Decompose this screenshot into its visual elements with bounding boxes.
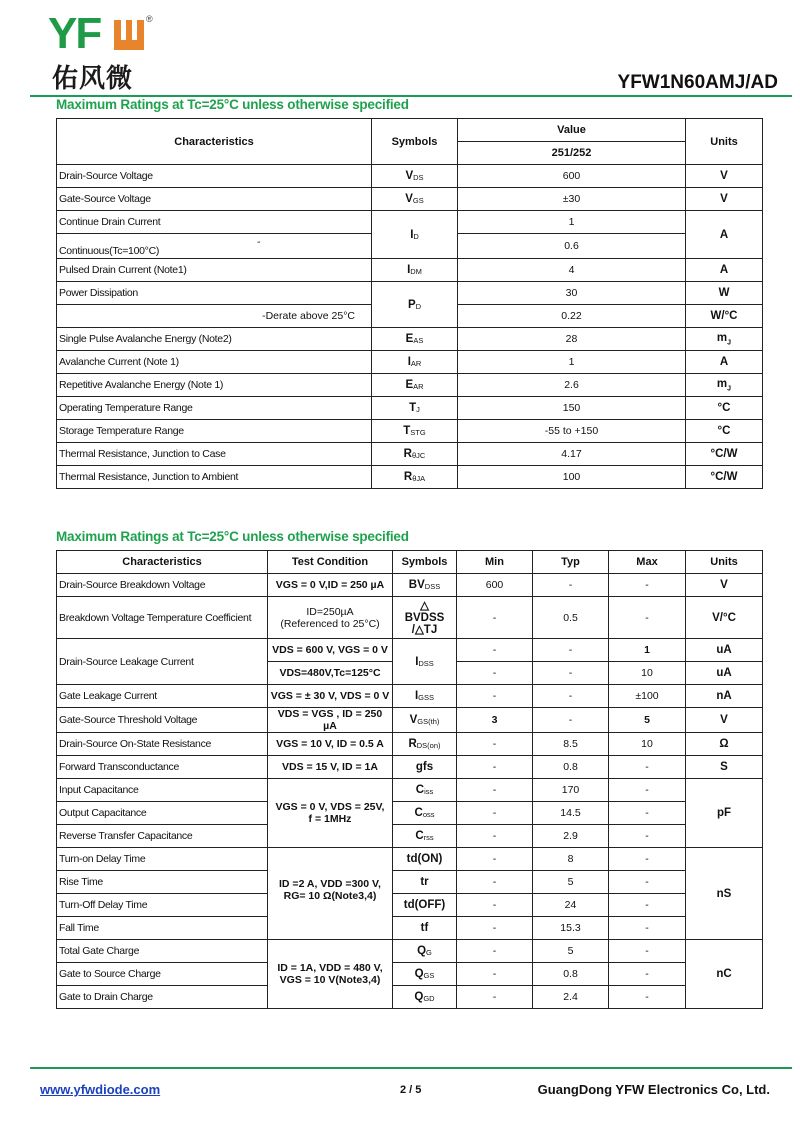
symbol: $Q_{GS}$: [393, 963, 457, 986]
company-name: GuangDong YFW Electronics Co, Ltd.: [537, 1082, 770, 1097]
max: -: [609, 597, 686, 639]
characteristic: Continue Drain Current: [57, 211, 372, 234]
max: -: [609, 871, 686, 894]
test-condition: VDS = VGS , ID = 250 µA: [268, 708, 393, 733]
symbol: △ BVDSS /△TJ: [393, 597, 457, 639]
min: -: [457, 848, 533, 871]
symbol: $Q_{GD}$: [393, 986, 457, 1009]
header-symbols: Symbols: [372, 119, 458, 165]
table-row: [57, 639, 763, 662]
test-condition: ID =2 A, VDD =300 V, RG= 10 Ω(Note3,4): [268, 848, 393, 940]
characteristic: Single Pulse Avalanche Energy (Note2): [57, 328, 372, 351]
symbol: $BV_{DSS}$: [393, 574, 457, 597]
value: 100: [458, 466, 686, 489]
symbol: gfs: [393, 756, 457, 779]
test-condition: VGS = 10 V, ID = 0.5 A: [268, 733, 393, 756]
characteristic: Gate Leakage Current: [57, 685, 268, 708]
max: 5: [609, 708, 686, 733]
value: 0.22: [458, 305, 686, 328]
characteristic: -Derate above 25°C: [57, 305, 372, 328]
symbol: td(OFF): [393, 894, 457, 917]
symbol: $Q_G$: [393, 940, 457, 963]
header-value: Value: [458, 119, 686, 142]
unit: S: [686, 756, 763, 779]
header-min: Min: [457, 551, 533, 574]
table-header-row: [57, 119, 763, 142]
typ: 8.5: [533, 733, 609, 756]
max: -: [609, 802, 686, 825]
section-title-max-ratings: Maximum Ratings at Tc=25°C unless otherwise specified: [56, 97, 409, 112]
characteristic: Gate-Source Threshold Voltage: [57, 708, 268, 733]
unit: V: [686, 574, 763, 597]
unit: $m_J$: [686, 374, 763, 397]
min: -: [457, 779, 533, 802]
symbol: tf: [393, 917, 457, 940]
table-row: [57, 574, 763, 597]
symbol: $R_{\theta JC}$: [372, 443, 458, 466]
unit: Ω: [686, 733, 763, 756]
characteristic: Turn-on Delay Time: [57, 848, 268, 871]
characteristic: Drain-Source Breakdown Voltage: [57, 574, 268, 597]
characteristic: Power Dissipation: [57, 282, 372, 305]
test-condition: VGS = 0 V, VDS = 25V, f = 1MHz: [268, 779, 393, 848]
header-units: Units: [686, 551, 763, 574]
characteristic: Reverse Transfer Capacitance: [57, 825, 268, 848]
max: -: [609, 986, 686, 1009]
website-link[interactable]: www.yfwdiode.com: [40, 1082, 161, 1097]
value: 1: [458, 211, 686, 234]
symbol: $E_{AR}$: [372, 374, 458, 397]
table-row: [57, 466, 763, 489]
symbol: $I_{DSS}$: [393, 639, 457, 685]
characteristic: Drain-Source Voltage: [57, 165, 372, 188]
characteristic: Gate to Drain Charge: [57, 986, 268, 1009]
table-row: [57, 165, 763, 188]
max-ratings-table: [56, 118, 763, 489]
max: -: [609, 963, 686, 986]
test-condition: VDS = 600 V, VGS = 0 V: [268, 639, 393, 662]
value: 4: [458, 259, 686, 282]
unit: A: [686, 259, 763, 282]
symbol: $I_{DM}$: [372, 259, 458, 282]
part-number: YFW1N60AMJ/AD: [617, 72, 778, 93]
characteristic: Output Capacitance: [57, 802, 268, 825]
min: -: [457, 662, 533, 685]
min: -: [457, 733, 533, 756]
header-symbols: Symbols: [393, 551, 457, 574]
max: -: [609, 574, 686, 597]
table-row: [57, 825, 763, 848]
min: -: [457, 894, 533, 917]
table-row: [57, 756, 763, 779]
max: -: [609, 894, 686, 917]
value: 28: [458, 328, 686, 351]
value: 600: [458, 165, 686, 188]
typ: 2.9: [533, 825, 609, 848]
typ: 0.8: [533, 756, 609, 779]
max: 1: [609, 639, 686, 662]
characteristic: Turn-Off Delay Time: [57, 894, 268, 917]
unit: pF: [686, 779, 763, 848]
symbol: $I_{AR}$: [372, 351, 458, 374]
typ: -: [533, 685, 609, 708]
max: -: [609, 940, 686, 963]
unit: V: [686, 165, 763, 188]
header-max: Max: [609, 551, 686, 574]
symbol: $I_{GSS}$: [393, 685, 457, 708]
max: 10: [609, 662, 686, 685]
typ: -: [533, 574, 609, 597]
table-row: [57, 397, 763, 420]
unit: W: [686, 282, 763, 305]
electrical-characteristics-table: [56, 550, 763, 1009]
typ: -: [533, 662, 609, 685]
min: 3: [457, 708, 533, 733]
unit: °C/W: [686, 443, 763, 466]
typ: 0.5: [533, 597, 609, 639]
unit: °C: [686, 397, 763, 420]
characteristic: Repetitive Avalanche Energy (Note 1): [57, 374, 372, 397]
table-row: [57, 351, 763, 374]
unit: °C/W: [686, 466, 763, 489]
min: -: [457, 639, 533, 662]
unit: V: [686, 708, 763, 733]
test-condition: ID = 1A, VDD = 480 V, VGS = 10 V(Note3,4): [268, 940, 393, 1009]
characteristic: Rise Time: [57, 871, 268, 894]
unit: V/°C: [686, 597, 763, 639]
symbol: $T_J$: [372, 397, 458, 420]
value: 2.6: [458, 374, 686, 397]
delta-icon: △: [420, 599, 429, 612]
typ: 14.5: [533, 802, 609, 825]
table-row: [57, 917, 763, 940]
unit: uA: [686, 639, 763, 662]
unit: nS: [686, 848, 763, 940]
value: 4.17: [458, 443, 686, 466]
max: -: [609, 825, 686, 848]
typ: 15.3: [533, 917, 609, 940]
table-header-row: [57, 551, 763, 574]
characteristic: Fall Time: [57, 917, 268, 940]
typ: -: [533, 639, 609, 662]
table-row: [57, 848, 763, 871]
symbol: $V_{GS}$: [372, 188, 458, 211]
table-row: [57, 802, 763, 825]
max: -: [609, 756, 686, 779]
characteristic: Forward Transconductance: [57, 756, 268, 779]
typ: -: [533, 708, 609, 733]
table-row: [57, 708, 763, 733]
table-row: [57, 597, 763, 639]
min: -: [457, 871, 533, 894]
logo-chinese-name: 佑风微: [52, 64, 134, 94]
value: ±30: [458, 188, 686, 211]
table-row: [57, 328, 763, 351]
symbol: $R_{DS(on)}$: [393, 733, 457, 756]
characteristic: Input Capacitance: [57, 779, 268, 802]
test-condition: VGS = ± 30 V, VDS = 0 V: [268, 685, 393, 708]
table-row: [57, 188, 763, 211]
footer-divider: [30, 1067, 792, 1069]
table-row: [57, 963, 763, 986]
symbol: $E_{AS}$: [372, 328, 458, 351]
unit: $m_J$: [686, 328, 763, 351]
page-number: 2 / 5: [400, 1084, 422, 1096]
symbol: td(ON): [393, 848, 457, 871]
table-row: [57, 211, 763, 234]
table-row: [57, 779, 763, 802]
typ: 5: [533, 871, 609, 894]
header-typ: Typ: [533, 551, 609, 574]
table-row: [57, 259, 763, 282]
characteristic: Storage Temperature Range: [57, 420, 372, 443]
symbol: $T_{STG}$: [372, 420, 458, 443]
typ: 0.8: [533, 963, 609, 986]
symbol: $V_{DS}$: [372, 165, 458, 188]
header-units: Units: [686, 119, 763, 165]
unit: nA: [686, 685, 763, 708]
table-row: [57, 374, 763, 397]
characteristic: Pulsed Drain Current (Note1): [57, 259, 372, 282]
min: -: [457, 940, 533, 963]
min: -: [457, 756, 533, 779]
header-characteristics: Characteristics: [57, 119, 372, 165]
test-condition: VDS = 15 V, ID = 1A: [268, 756, 393, 779]
table-row: [57, 443, 763, 466]
min: -: [457, 825, 533, 848]
value: 0.6: [458, 234, 686, 259]
test-condition: VGS = 0 V,ID = 250 µA: [268, 574, 393, 597]
max: 10: [609, 733, 686, 756]
min: -: [457, 597, 533, 639]
unit: °C: [686, 420, 763, 443]
table-row: [57, 940, 763, 963]
table-row: [57, 894, 763, 917]
min: -: [457, 802, 533, 825]
unit: uA: [686, 662, 763, 685]
characteristic: Gate to Source Charge: [57, 963, 268, 986]
max: -: [609, 917, 686, 940]
unit: A: [686, 351, 763, 374]
characteristic: Operating Temperature Range: [57, 397, 372, 420]
characteristic: Thermal Resistance, Junction to Case: [57, 443, 372, 466]
table-row: [57, 733, 763, 756]
characteristic: Avalanche Current (Note 1): [57, 351, 372, 374]
value: 1: [458, 351, 686, 374]
logo-letters: YF: [48, 9, 101, 58]
min: -: [457, 963, 533, 986]
table-row: [57, 282, 763, 305]
symbol: $C_{oss}$: [393, 802, 457, 825]
unit: W/°C: [686, 305, 763, 328]
test-condition: VDS=480V,Tc=125°C: [268, 662, 393, 685]
typ: 5: [533, 940, 609, 963]
min: -: [457, 685, 533, 708]
table-row: [57, 986, 763, 1009]
min: -: [457, 986, 533, 1009]
unit: nC: [686, 940, 763, 1009]
typ: 170: [533, 779, 609, 802]
logo-w-mark-icon: [114, 20, 144, 50]
header-characteristics: Characteristics: [57, 551, 268, 574]
company-logo: [48, 9, 168, 94]
typ: 24: [533, 894, 609, 917]
test-condition: ID=250µA (Referenced to 25°C): [268, 597, 393, 639]
section-title-electrical-characteristics: Maximum Ratings at Tc=25°C unless otherwise specified: [56, 529, 409, 544]
value: 150: [458, 397, 686, 420]
characteristic: Breakdown Voltage Temperature Coefficient: [57, 597, 268, 639]
table-row: [57, 420, 763, 443]
table-row: [57, 685, 763, 708]
symbol: $R_{\theta JA}$: [372, 466, 458, 489]
characteristic: Gate-Source Voltage: [57, 188, 372, 211]
min: 600: [457, 574, 533, 597]
unit: A: [686, 211, 763, 259]
value: -55 to +150: [458, 420, 686, 443]
table-row: [57, 871, 763, 894]
value: 30: [458, 282, 686, 305]
typ: 8: [533, 848, 609, 871]
characteristic: - Continuous(Tc=100°C): [57, 234, 372, 259]
registered-mark: ®: [146, 14, 153, 24]
symbol: $C_{rss}$: [393, 825, 457, 848]
max: ±100: [609, 685, 686, 708]
symbol: $C_{iss}$: [393, 779, 457, 802]
typ: 2.4: [533, 986, 609, 1009]
characteristic: Thermal Resistance, Junction to Ambient: [57, 466, 372, 489]
symbol: $P_D$: [372, 282, 458, 328]
symbol: tr: [393, 871, 457, 894]
characteristic: Drain-Source On-State Resistance: [57, 733, 268, 756]
max: -: [609, 779, 686, 802]
symbol: $I_D$: [372, 211, 458, 259]
header-package: 251/252: [458, 142, 686, 165]
characteristic: Drain-Source Leakage Current: [57, 639, 268, 685]
max: -: [609, 848, 686, 871]
header-test-condition: Test Condition: [268, 551, 393, 574]
min: -: [457, 917, 533, 940]
symbol: $V_{GS(th)}$: [393, 708, 457, 733]
unit: V: [686, 188, 763, 211]
characteristic: Total Gate Charge: [57, 940, 268, 963]
